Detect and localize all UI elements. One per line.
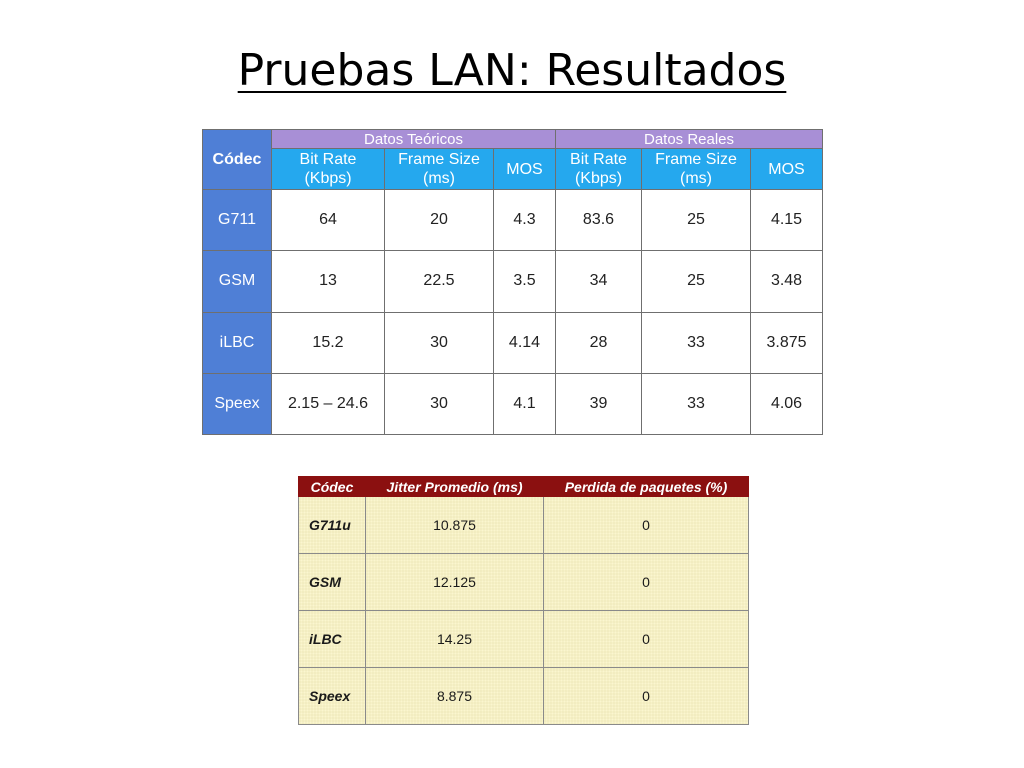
sub-header-3 [556, 149, 642, 190]
value-cell: 3.875 [751, 312, 823, 373]
jitter-cell: 14.25 [366, 611, 544, 668]
table-row [299, 554, 749, 611]
packet-loss-cell: 0 [544, 554, 749, 611]
value-cell: 34 [556, 251, 642, 312]
sub-header-line2: (ms) [680, 170, 712, 187]
value-cell: 4.1 [494, 373, 556, 434]
packet-loss-cell: 0 [544, 668, 749, 725]
codec-results-table [202, 129, 823, 435]
table-row [203, 251, 823, 312]
table-row [299, 668, 749, 725]
value-cell: 30 [385, 312, 494, 373]
value-cell: 13 [272, 251, 385, 312]
sub-header-line2: (ms) [423, 170, 455, 187]
jitter-cell: 8.875 [366, 668, 544, 725]
jitter-cell: 12.125 [366, 554, 544, 611]
value-cell: 15.2 [272, 312, 385, 373]
sub-header-2 [494, 149, 556, 190]
sub-header-0 [272, 149, 385, 190]
slide-title [0, 36, 1024, 106]
sub-header-line1: Frame Size [655, 151, 737, 168]
sub-header-line1: MOS [506, 160, 543, 178]
value-cell: 30 [385, 373, 494, 434]
sub-header-line1: Frame Size [398, 151, 480, 168]
value-cell: 3.48 [751, 251, 823, 312]
slide-title-text: Pruebas LAN: Resultados [237, 45, 787, 96]
sub-header-line1: Bit Rate [570, 151, 627, 168]
sub-header-5 [751, 149, 823, 190]
table-row [203, 190, 823, 251]
packet-loss-cell: 0 [544, 611, 749, 668]
value-cell: 33 [642, 312, 751, 373]
value-cell: 25 [642, 251, 751, 312]
value-cell: 4.06 [751, 373, 823, 434]
codec-cell: GSM [299, 554, 366, 611]
codec-cell: G711u [299, 497, 366, 554]
value-cell: 64 [272, 190, 385, 251]
sub-header-1 [385, 149, 494, 190]
packet-loss-cell: 0 [544, 497, 749, 554]
jitter-loss-table [298, 476, 749, 725]
value-cell: 2.15 – 24.6 [272, 373, 385, 434]
sub-header-line2: (Kbps) [574, 170, 623, 187]
sub-header-line1: Bit Rate [299, 151, 357, 168]
codec-name-cell: G711 [203, 190, 272, 251]
codec-cell: iLBC [299, 611, 366, 668]
codec-column-header: Códec [203, 130, 272, 190]
codec-name-cell: Speex [203, 373, 272, 434]
table-row [299, 497, 749, 554]
jitter-header: Jitter Promedio (ms) [366, 477, 544, 497]
value-cell: 33 [642, 373, 751, 434]
value-cell: 3.5 [494, 251, 556, 312]
table-row [203, 312, 823, 373]
value-cell: 20 [385, 190, 494, 251]
table-row [299, 611, 749, 668]
codec-header: Códec [299, 477, 366, 497]
value-cell: 83.6 [556, 190, 642, 251]
sub-header-line1: MOS [768, 160, 805, 178]
value-cell: 4.3 [494, 190, 556, 251]
jitter-cell: 10.875 [366, 497, 544, 554]
value-cell: 4.15 [751, 190, 823, 251]
value-cell: 4.14 [494, 312, 556, 373]
codec-name-cell: iLBC [203, 312, 272, 373]
value-cell: 22.5 [385, 251, 494, 312]
packet-loss-header: Perdida de paquetes (%) [544, 477, 749, 497]
sub-header-line2: (Kbps) [304, 170, 352, 187]
sub-header-4 [642, 149, 751, 190]
real-data-header: Datos Reales [556, 130, 823, 149]
value-cell: 39 [556, 373, 642, 434]
table-row [203, 373, 823, 434]
codec-cell: Speex [299, 668, 366, 725]
value-cell: 25 [642, 190, 751, 251]
codec-name-cell: GSM [203, 251, 272, 312]
value-cell: 28 [556, 312, 642, 373]
theoretical-data-header: Datos Teóricos [272, 130, 556, 149]
